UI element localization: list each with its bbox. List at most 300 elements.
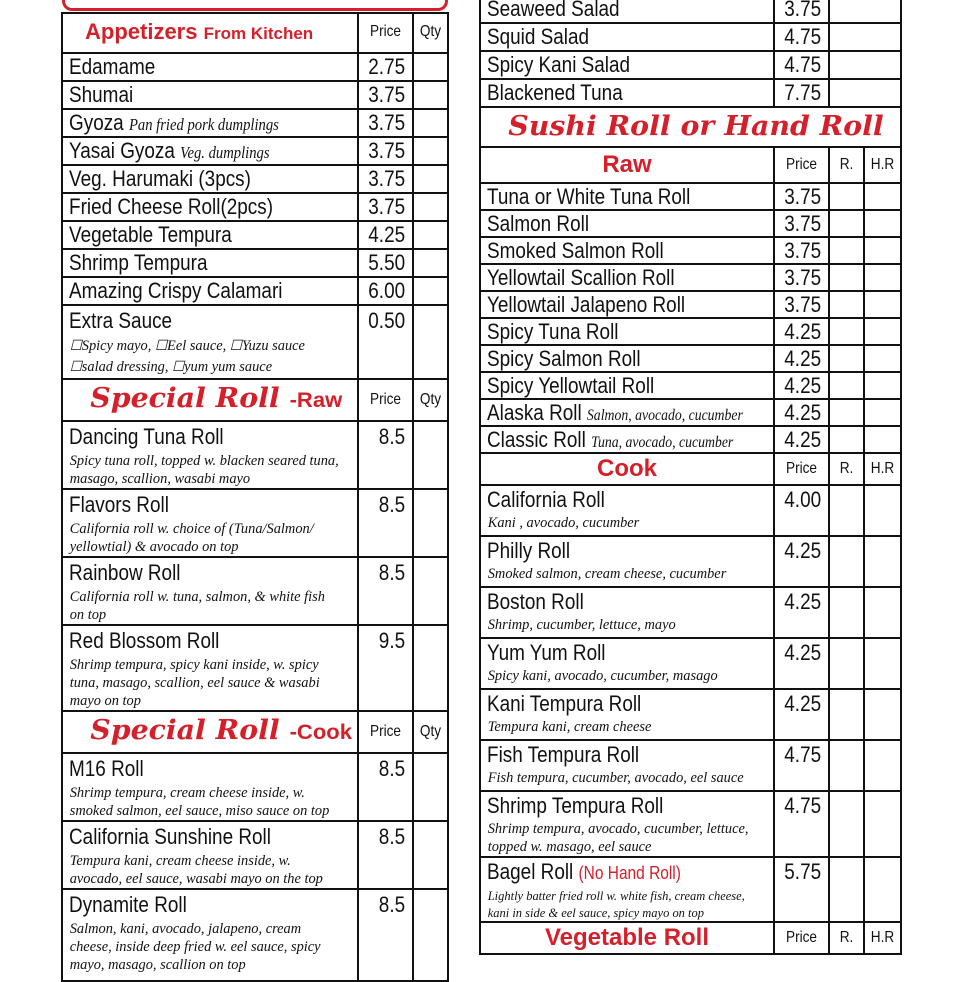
- roll-description: Shrimp tempura, cream cheese inside, w. smoked salmon, eel sauce, miso sauce on top: [69, 785, 330, 819]
- roll-qty-cell[interactable]: [829, 536, 864, 587]
- roll-header-cell: [829, 147, 864, 183]
- cook-roll-row: [480, 791, 901, 857]
- roll-cell: [480, 689, 774, 740]
- item-price: 4.75: [784, 24, 822, 49]
- qty-input-cell[interactable]: [413, 193, 448, 221]
- section-header: [62, 711, 448, 753]
- roll-price: 3.75: [784, 265, 822, 290]
- roll-price: 8.5: [378, 424, 406, 449]
- roll-name: California Sunshine Roll: [69, 824, 271, 849]
- item-name: [481, 265, 732, 290]
- cook-roll-row: [480, 485, 901, 536]
- roll-cell: [480, 536, 774, 587]
- cook-roll-row: [480, 740, 901, 791]
- item-price-cell: [774, 291, 829, 318]
- item-name-cell: [480, 0, 774, 23]
- section-title-sub: -Raw: [289, 389, 343, 412]
- item-note: Pan fried pork dumplings: [128, 115, 279, 134]
- roll-name: Dynamite Roll: [69, 892, 187, 917]
- item-price-cell: [774, 318, 829, 345]
- roll-price: 3.75: [784, 292, 822, 317]
- roll-name: Spicy Tuna Roll: [487, 319, 619, 344]
- item-name: [481, 427, 732, 452]
- sauce-option[interactable]: [155, 338, 226, 354]
- right-menu-table: [479, 0, 902, 955]
- item-name-text: Edamame: [69, 54, 156, 79]
- item-name-cell: [62, 81, 358, 109]
- roll-name: Rainbow Roll: [69, 560, 181, 585]
- item-name-cell: [480, 23, 774, 51]
- price-header-cell: [358, 379, 413, 421]
- item-name: [63, 194, 316, 220]
- price-column-header: Price: [370, 391, 401, 408]
- hand-roll-qty-cell[interactable]: [864, 485, 901, 536]
- extra-sauce-name: Extra Sauce: [69, 308, 173, 333]
- checkbox-icon[interactable]: ☐: [229, 339, 242, 354]
- hand-roll-header-cell: [864, 147, 901, 183]
- sushi-title-row: [480, 107, 901, 147]
- item-name-cell: [62, 137, 358, 165]
- raw-roll-row: [480, 345, 901, 372]
- price-header-cell: [358, 711, 413, 753]
- roll-cell: [62, 421, 358, 489]
- item-price-cell: [774, 210, 829, 237]
- item-name-text: Shrimp Tempura: [69, 250, 208, 275]
- roll-qty-cell[interactable]: [829, 264, 864, 291]
- section-title-cell: [62, 379, 358, 421]
- roll-header-cell: [829, 922, 864, 954]
- item-price-cell: [358, 277, 413, 305]
- roll-qty-cell[interactable]: [829, 399, 864, 426]
- item-name-text: Yasai Gyoza: [69, 138, 175, 163]
- roll-name: [481, 858, 732, 887]
- subsection-header: [480, 453, 901, 485]
- roll-name: [481, 537, 732, 565]
- roll-cell: [480, 740, 774, 791]
- subsection-header: [480, 922, 901, 954]
- item-name: [481, 319, 732, 344]
- extra-sauce-row: [62, 305, 448, 379]
- sauce-option-label: Spicy mayo,: [81, 338, 152, 354]
- item-name: [63, 82, 316, 108]
- section-title-main: Appetizers: [85, 19, 198, 44]
- item-price-cell: [358, 889, 413, 981]
- hand-roll-qty-cell[interactable]: [864, 372, 901, 399]
- item-name-cell: [480, 183, 774, 210]
- item-name: [63, 54, 316, 80]
- qty-input-cell[interactable]: [829, 23, 901, 51]
- subsection-title-cell: [480, 453, 774, 485]
- qty-input-cell[interactable]: [413, 137, 448, 165]
- roll-price: 4.75: [784, 793, 822, 818]
- roll-qty-cell[interactable]: [829, 638, 864, 689]
- qty-input-cell[interactable]: [413, 53, 448, 81]
- sushi-section-title: Sushi Roll or Hand Roll: [508, 111, 884, 142]
- roll-price: 8.5: [378, 492, 406, 517]
- roll-price: 3.75: [784, 184, 822, 209]
- roll-name: [481, 690, 732, 718]
- item-price-cell: [774, 399, 829, 426]
- section-title-main: Special Roll: [90, 715, 280, 746]
- hand-roll-column-header: H.R: [870, 460, 895, 477]
- price-column-header: Price: [370, 723, 401, 740]
- hand-roll-qty-cell[interactable]: [864, 318, 901, 345]
- roll-name: Tuna or White Tuna Roll: [487, 184, 691, 209]
- hand-roll-qty-cell[interactable]: [864, 183, 901, 210]
- item-name: [481, 373, 732, 398]
- hand-roll-qty-cell[interactable]: [864, 345, 901, 372]
- hand-roll-qty-cell[interactable]: [864, 857, 901, 922]
- price-header-cell: [774, 147, 829, 183]
- left-menu-table: [61, 12, 449, 982]
- item-price: 3.75: [368, 166, 406, 191]
- price-column-header: Price: [786, 460, 817, 477]
- roll-name: [481, 639, 732, 667]
- qty-input-cell[interactable]: [413, 249, 448, 277]
- section-title-sub: -Cook: [289, 721, 353, 744]
- hand-roll-qty-cell[interactable]: [864, 740, 901, 791]
- qty-input-cell[interactable]: [413, 821, 448, 889]
- qty-input-cell[interactable]: [413, 81, 448, 109]
- item-name: Seaweed Salad: [487, 0, 620, 21]
- item-name-text: Gyoza: [69, 110, 124, 135]
- roll-price: 4.25: [784, 538, 822, 563]
- qty-input-cell[interactable]: [413, 489, 448, 557]
- qty-input-cell[interactable]: [829, 51, 901, 79]
- roll-name: Yellowtail Scallion Roll: [487, 265, 675, 290]
- item-price-cell: [358, 53, 413, 81]
- roll-description: Lightly batter fried roll w. white fish, cream cheese, kani in side & eel sauce, spicy mayo on top: [487, 888, 745, 920]
- item-price-cell: [774, 791, 829, 857]
- item-price-cell: [358, 557, 413, 625]
- qty-input-cell[interactable]: [413, 753, 448, 821]
- roll-qty-cell[interactable]: [829, 372, 864, 399]
- item-name-cell: [480, 399, 774, 426]
- section-title: [63, 14, 357, 52]
- roll-description: Tempura kani, cream cheese: [487, 719, 652, 735]
- roll-cell: [480, 791, 774, 857]
- item-price-cell: [358, 305, 413, 379]
- roll-price: 4.00: [784, 487, 822, 512]
- qty-input-cell[interactable]: [413, 625, 448, 711]
- roll-price: 3.75: [784, 211, 822, 236]
- item-name: [481, 211, 732, 236]
- roll-name-text: Kani Tempura Roll: [487, 691, 642, 716]
- subsection-title-cell: [480, 147, 774, 183]
- item-name-cell: [480, 237, 774, 264]
- item-price-cell: [358, 109, 413, 137]
- roll-qty-cell[interactable]: [829, 183, 864, 210]
- cook-roll-row: [480, 857, 901, 922]
- section-title: [63, 380, 358, 420]
- price-header-cell: [774, 922, 829, 954]
- qty-input-cell[interactable]: [829, 79, 901, 107]
- item-name: [481, 184, 732, 209]
- roll-qty-cell[interactable]: [829, 857, 864, 922]
- sauce-option-label: yum yum sauce: [184, 359, 273, 375]
- roll-column-header: R.: [839, 156, 854, 173]
- roll-cell: [62, 557, 358, 625]
- hand-roll-qty-cell[interactable]: [864, 791, 901, 857]
- roll-price: 4.25: [784, 691, 822, 716]
- item-name-cell: [62, 53, 358, 81]
- hand-roll-qty-cell[interactable]: [864, 399, 901, 426]
- roll-note: Salmon, avocado, cucumber: [586, 407, 743, 424]
- subsection-title: Vegetable Roll: [544, 924, 710, 951]
- roll-description: Spicy kani, avocado, cucumber, masago: [487, 668, 718, 684]
- section-header: [62, 13, 448, 53]
- menu-item-row: [62, 81, 448, 109]
- hand-roll-qty-cell[interactable]: [864, 426, 901, 453]
- sauce-option-label: Yuzu sauce: [241, 338, 305, 354]
- item-name-cell: [480, 318, 774, 345]
- hand-roll-qty-cell[interactable]: [864, 264, 901, 291]
- raw-roll-row: [480, 318, 901, 345]
- roll-name: Spicy Yellowtail Roll: [487, 373, 655, 398]
- item-name: [63, 166, 316, 192]
- item-price: 7.75: [784, 80, 822, 105]
- roll-qty-cell[interactable]: [829, 345, 864, 372]
- item-price: 3.75: [368, 138, 406, 163]
- checkbox-icon[interactable]: ☐: [69, 339, 82, 354]
- checkbox-icon[interactable]: ☐: [69, 360, 82, 375]
- item-name: [481, 400, 743, 425]
- roll-qty-cell[interactable]: [829, 485, 864, 536]
- item-name-cell: [480, 210, 774, 237]
- menu-item-row: [62, 193, 448, 221]
- subsection-title: Cook: [597, 455, 657, 482]
- roll-qty-cell[interactable]: [829, 210, 864, 237]
- qty-input-cell[interactable]: [829, 0, 901, 23]
- roll-description: California roll w. choice of (Tuna/Salmon/ yellowtial) & avocado on top: [69, 521, 314, 555]
- item-price-cell: [774, 426, 829, 453]
- roll-price: 4.25: [784, 319, 822, 344]
- price-column-header: Price: [786, 929, 817, 946]
- menu-item-row: [62, 109, 448, 137]
- item-price-cell: [774, 183, 829, 210]
- qty-input-cell[interactable]: [413, 305, 448, 379]
- hand-roll-qty-cell[interactable]: [864, 210, 901, 237]
- item-price: 3.75: [368, 194, 406, 219]
- raw-roll-row: [480, 237, 901, 264]
- qty-input-cell[interactable]: [413, 889, 448, 981]
- roll-row: [62, 889, 448, 981]
- item-name-cell: [62, 193, 358, 221]
- roll-cell: [480, 638, 774, 689]
- item-name-text: Fried Cheese Roll(2pcs): [69, 194, 274, 219]
- qty-input-cell[interactable]: [413, 109, 448, 137]
- item-name-text: Vegetable Tempura: [69, 222, 232, 247]
- item-price: 4.75: [784, 52, 822, 77]
- item-price-cell: [774, 23, 829, 51]
- qty-input-cell[interactable]: [413, 557, 448, 625]
- item-price-cell: [774, 689, 829, 740]
- roll-name: [481, 588, 732, 616]
- raw-roll-row: [480, 264, 901, 291]
- item-name: Spicy Kani Salad: [487, 52, 631, 77]
- item-price-cell: [358, 821, 413, 889]
- section-title-cell: [62, 711, 358, 753]
- roll-name-text: California Roll: [487, 487, 605, 512]
- roll-description: Shrimp, cucumber, lettuce, mayo: [487, 617, 676, 633]
- hand-roll-header-cell: [864, 922, 901, 954]
- item-price-cell: [774, 372, 829, 399]
- item-price-cell: [358, 753, 413, 821]
- roll-price: 5.75: [784, 859, 822, 884]
- roll-qty-cell[interactable]: [829, 426, 864, 453]
- item-name-cell: [480, 79, 774, 107]
- section-title-sub: From Kitchen: [203, 24, 314, 43]
- roll-qty-cell[interactable]: [829, 791, 864, 857]
- roll-qty-cell[interactable]: [829, 291, 864, 318]
- roll-name-text: Bagel Roll: [487, 859, 574, 884]
- sauce-option[interactable]: [230, 338, 305, 354]
- roll-description: Kani , avocado, cucumber: [487, 515, 640, 531]
- roll-description: Fish tempura, cucumber, avocado, eel sauce: [487, 770, 744, 786]
- item-price-cell: [358, 193, 413, 221]
- hand-roll-qty-cell[interactable]: [864, 638, 901, 689]
- item-price-cell: [774, 536, 829, 587]
- price-column-header: Price: [786, 156, 817, 173]
- roll-price: 4.25: [784, 373, 822, 398]
- cook-roll-row: [480, 536, 901, 587]
- qty-input-cell[interactable]: [413, 277, 448, 305]
- item-price-cell: [358, 81, 413, 109]
- roll-price: 4.25: [784, 427, 822, 452]
- hand-roll-qty-cell[interactable]: [864, 237, 901, 264]
- checkbox-icon[interactable]: ☐: [172, 360, 185, 375]
- checkbox-icon[interactable]: ☐: [154, 339, 168, 354]
- hand-roll-qty-cell[interactable]: [864, 689, 901, 740]
- roll-qty-cell[interactable]: [829, 237, 864, 264]
- item-name-cell: [480, 264, 774, 291]
- roll-description: Tempura kani, cream cheese inside, w. avocado, eel sauce, wasabi mayo on the top: [69, 853, 323, 887]
- item-price-cell: [358, 421, 413, 489]
- item-note: Veg. dumplings: [180, 143, 270, 162]
- qty-input-cell[interactable]: [413, 165, 448, 193]
- roll-qty-cell[interactable]: [829, 587, 864, 638]
- sauce-option[interactable]: [70, 338, 152, 354]
- roll-cell: [480, 587, 774, 638]
- roll-row: [62, 821, 448, 889]
- item-price-cell: [774, 79, 829, 107]
- roll-name-text: Shrimp Tempura Roll: [487, 793, 664, 818]
- hand-roll-qty-cell[interactable]: [864, 536, 901, 587]
- roll-row: [62, 489, 448, 557]
- cook-roll-row: [480, 638, 901, 689]
- menu-item-row: [62, 53, 448, 81]
- roll-name: Alaska Roll: [487, 400, 582, 425]
- roll-price: 4.25: [784, 589, 822, 614]
- hand-roll-column-header: H.R: [870, 929, 895, 946]
- roll-price: 3.75: [784, 238, 822, 263]
- item-price-cell: [774, 485, 829, 536]
- item-price-cell: [358, 249, 413, 277]
- salad-row: [480, 79, 901, 107]
- item-name-cell: [62, 249, 358, 277]
- raw-roll-row: [480, 210, 901, 237]
- roll-cell: [62, 821, 358, 889]
- roll-cell: [62, 889, 358, 981]
- roll-price: 8.5: [378, 824, 406, 849]
- roll-row: [62, 421, 448, 489]
- qty-input-cell[interactable]: [413, 421, 448, 489]
- item-price-cell: [774, 51, 829, 79]
- sauce-option[interactable]: [172, 359, 272, 375]
- roll-name: Salmon Roll: [487, 211, 590, 236]
- item-price: 4.25: [368, 222, 406, 247]
- hand-roll-qty-cell[interactable]: [864, 291, 901, 318]
- roll-row: [62, 753, 448, 821]
- roll-row: [62, 557, 448, 625]
- item-name: Squid Salad: [487, 24, 590, 49]
- roll-price: 4.25: [784, 346, 822, 371]
- item-name: [63, 222, 316, 248]
- roll-description: Shrimp tempura, spicy kani inside, w. spicy tuna, masago, scallion, eel sauce & wasabi mayo on top: [69, 657, 320, 709]
- item-name: [63, 138, 316, 164]
- roll-header-cell: [829, 453, 864, 485]
- roll-qty-cell[interactable]: [829, 689, 864, 740]
- roll-name: Red Blossom Roll: [69, 628, 220, 653]
- item-price-cell: [774, 587, 829, 638]
- roll-cell: [62, 625, 358, 711]
- roll-name-text: Boston Roll: [487, 589, 584, 614]
- sauce-option[interactable]: [70, 359, 169, 375]
- sauce-options: [63, 336, 345, 378]
- roll-row: [62, 625, 448, 711]
- item-name-cell: [62, 277, 358, 305]
- roll-name: Classic Roll: [487, 427, 586, 452]
- item-price-cell: [774, 857, 829, 922]
- menu-item-row: [62, 221, 448, 249]
- roll-qty-cell[interactable]: [829, 740, 864, 791]
- roll-name: Dancing Tuna Roll: [69, 424, 224, 449]
- raw-roll-row: [480, 183, 901, 210]
- roll-cell: [480, 857, 774, 922]
- qty-header-cell: [413, 379, 448, 421]
- roll-name: Spicy Salmon Roll: [487, 346, 641, 371]
- roll-column-header: R.: [839, 460, 854, 477]
- item-price-cell: [358, 625, 413, 711]
- raw-roll-row: [480, 291, 901, 318]
- roll-description: Shrimp tempura, avocado, cucumber, lettuce, topped w. masago, eel sauce: [487, 821, 749, 855]
- item-price: 3.75: [784, 0, 822, 21]
- item-name-cell: [480, 372, 774, 399]
- item-name-cell: [480, 426, 774, 453]
- item-name-cell: [62, 165, 358, 193]
- item-name-cell: [480, 345, 774, 372]
- roll-price: 8.5: [378, 560, 406, 585]
- roll-name-text: Yum Yum Roll: [487, 640, 606, 665]
- item-price: 3.75: [368, 110, 406, 135]
- item-price-cell: [358, 165, 413, 193]
- section-header: [62, 379, 448, 421]
- roll-name: Smoked Salmon Roll: [487, 238, 664, 263]
- roll-tag: (No Hand Roll): [578, 863, 681, 883]
- top-banner-edge: [62, 0, 448, 11]
- price-header-cell: [358, 13, 413, 53]
- roll-cell: [480, 485, 774, 536]
- roll-qty-cell[interactable]: [829, 318, 864, 345]
- item-price-cell: [358, 137, 413, 165]
- raw-roll-row: [480, 372, 901, 399]
- roll-cell: [62, 753, 358, 821]
- hand-roll-qty-cell[interactable]: [864, 587, 901, 638]
- qty-input-cell[interactable]: [413, 221, 448, 249]
- subsection-title-cell: [480, 922, 774, 954]
- item-price-cell: [774, 345, 829, 372]
- menu-item-row: [62, 137, 448, 165]
